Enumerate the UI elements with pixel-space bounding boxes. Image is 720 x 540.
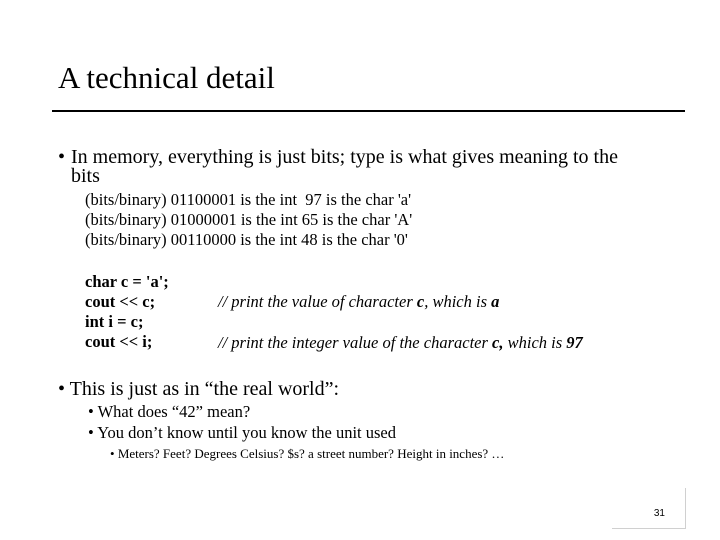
code-line-2: cout << c; [85,292,156,311]
code-line-4: cout << i; [85,332,153,351]
sub-bullet-2: • You don’t know until you know the unit used [88,423,396,442]
bits-line-1: (bits/binary) 01100001 is the int 97 is the char 'a' [85,190,412,209]
bullet-text: This is just as in “the real world”: [69,378,340,400]
comment-2-value: 97 [566,333,583,352]
code-example [85,272,169,352]
bullet-real-world [58,378,339,401]
bits-examples [85,190,412,250]
sub-bullet-text: You don’t know until you know the unit used [97,423,396,442]
sub-sub-bullet-text: Meters? Feet? Degrees Celsius? $s? a street number? Height in inches? … [117,446,505,461]
comment-1-var: c [416,292,425,311]
title-divider [52,110,685,112]
sub-bullet-1: • What does “42” mean? [88,402,251,421]
slide-title: A technical detail [58,60,275,95]
comment-1-text: // print the value of character [218,292,417,311]
code-comment-2 [218,333,583,353]
code-comment-1 [218,292,499,312]
page-number-box [612,488,686,529]
bits-line-3: (bits/binary) 00110000 is the int 48 is the char '0' [85,230,408,249]
comment-1-value: a [491,292,500,311]
sub-bullet-text: What does “42” mean? [97,402,251,421]
comment-2-var: c, [492,333,504,352]
comment-1-mid: , which is [424,292,492,311]
code-line-1: char c = 'a'; [85,272,169,291]
bits-line-2: (bits/binary) 01000001 is the int 65 is the char 'A' [85,210,413,229]
bullet-marker: • [58,146,66,168]
bullet-text: In memory, everything is just bits; type is what gives meaning to the bits [71,146,618,187]
bullet-marker: • [58,378,66,400]
page-number: 31 [653,508,665,519]
bullet-memory-bits [58,148,618,186]
code-line-3: int i = c; [85,312,144,331]
comment-2-text: // print the integer value of the character [218,333,493,352]
comment-2-mid: which is [503,333,567,352]
sub-sub-bullet: • Meters? Feet? Degrees Celsius? $s? a street number? Height in inches? … [110,446,505,461]
